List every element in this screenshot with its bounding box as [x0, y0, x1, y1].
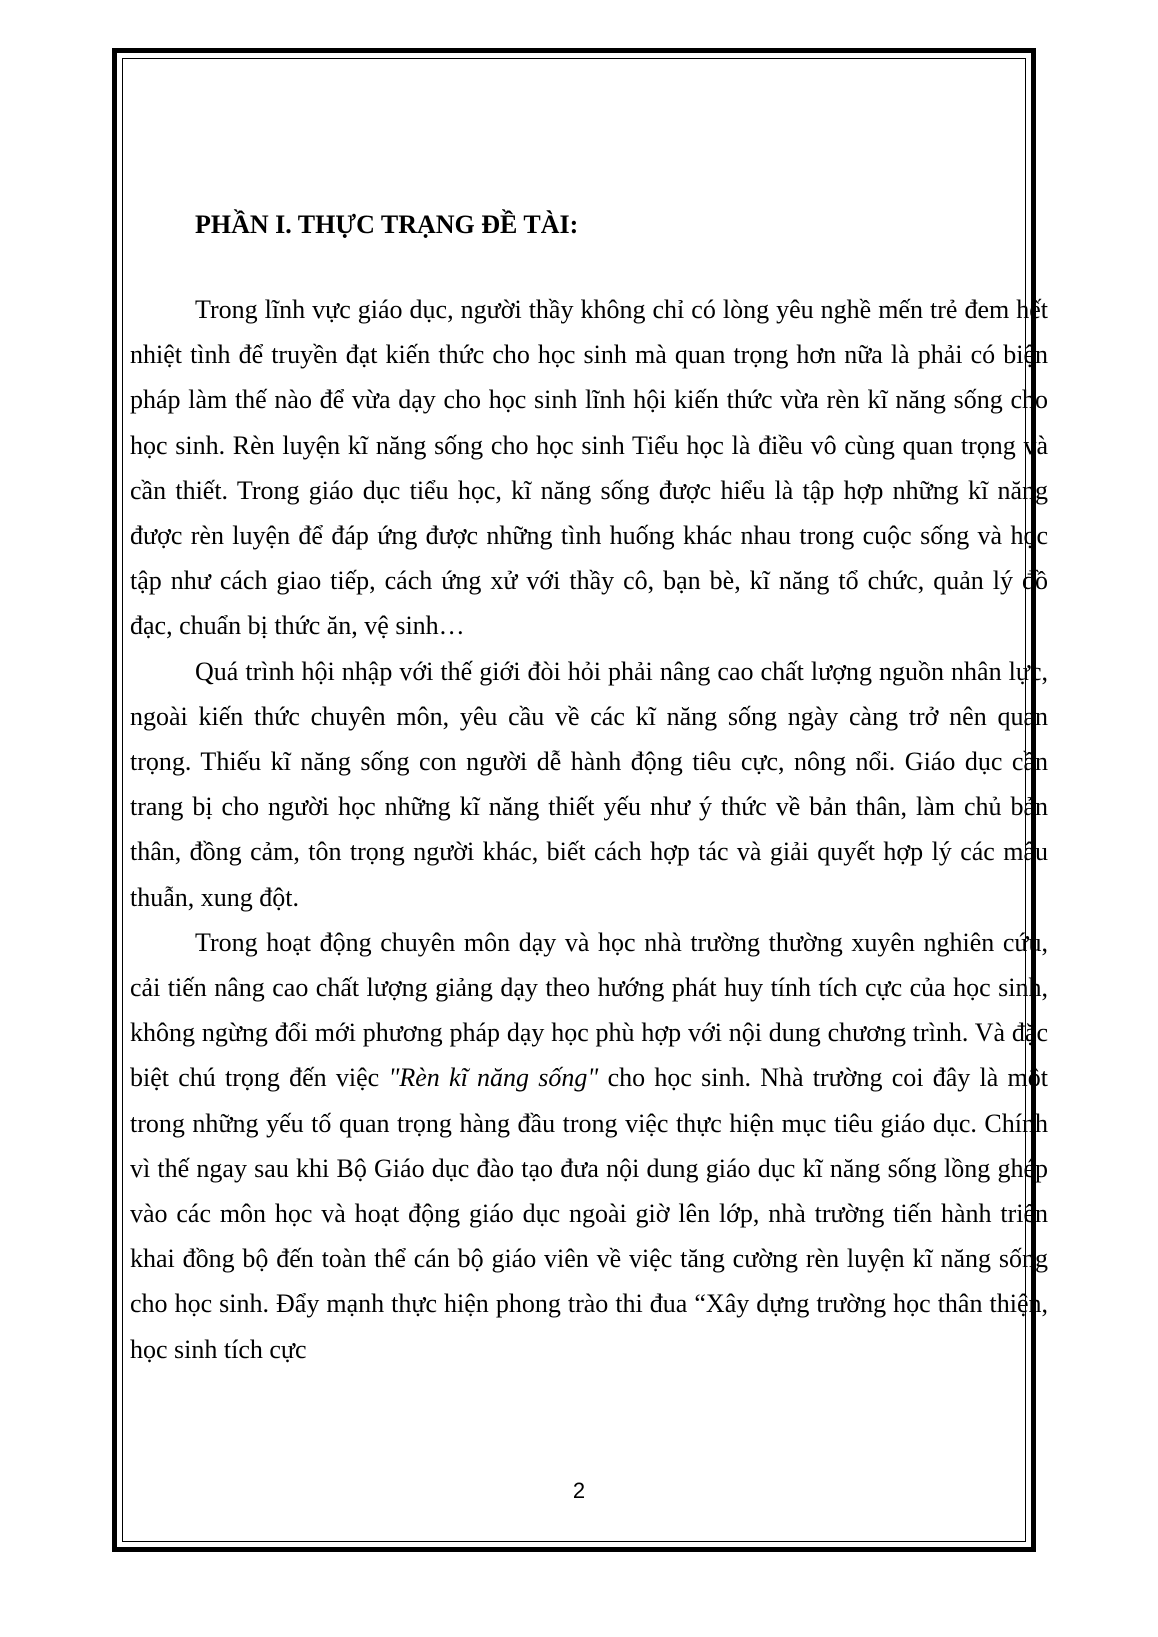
document-body: [130, 205, 1048, 1372]
paragraph-3-text-end: cho học sinh. Nhà trường coi đây là một trong những yếu tố quan trọng hàng đầu trong việc thực hiện mục tiêu giáo dục. Chính vì thế ngay sau khi Bộ Giáo dục đào tạo đưa nội dung giáo dục kĩ năng sống lồng ghép vào các môn học và hoạt động giáo dục ngoài giờ lên lớp, nhà trường tiến hành triển khai đồng bộ đến toàn thể cán bộ giáo viên về việc tăng cường rèn luyện kĩ năng sống cho học sinh. Đẩy mạnh thực hiện phong trào thi đua “Xây dựng trường học thân thiện, học sinh tích cực: [130, 1063, 1048, 1364]
paragraph-2: Quá trình hội nhập với thế giới đòi hỏi phải nâng cao chất lượng nguồn nhân lực, ngoài kiến thức chuyên môn, yêu cầu về các kĩ năng sống ngày càng trở nên quan trọng. Thiếu kĩ năng sống con người dễ hành động tiêu cực, nông nổi. Giáo dục cần trang bị cho người học những kĩ năng thiết yếu như ý thức về bản thân, làm chủ bản thân, đồng cảm, tôn trọng người khác, biết cách hợp tác và giải quyết hợp lý các mâu thuẫn, xung đột.: [130, 656, 1048, 912]
paragraph-3-text-start: Trong hoạt động chuyên môn dạy và học nhà trường thường xuyên nghiên cứu, cải tiến nâng cao chất lượng giảng dạy theo hướng phát huy tính tích cực của học sinh, không ngừng đổi mới phương pháp dạy học phù hợp với nội dung chương trình. Và đặc biệt chú trọng đến việc: [130, 927, 1048, 1093]
section-heading: PHẦN I. THỰC TRẠNG ĐỀ TÀI:: [195, 210, 579, 239]
page-number: 2: [572, 1478, 586, 1503]
paragraph-3-emphasis: "Rèn kĩ năng sống": [388, 1063, 599, 1093]
paragraph-1: Trong lĩnh vực giáo dục, người thầy không chỉ có lòng yêu nghề mến trẻ đem hết nhiệt tình để truyền đạt kiến thức cho học sinh mà quan trọng hơn nữa là phải có biện pháp làm thế nào để vừa dạy cho học sinh lĩnh hội kiến thức vừa rèn kĩ năng sống cho học sinh. Rèn luyện kĩ năng sống cho học sinh Tiểu học là điều vô cùng quan trọng và cần thiết. Trong giáo dục tiểu học, kĩ năng sống được hiểu là tập hợp những kĩ năng được rèn luyện để đáp ứng được những tình huống khác nhau trong cuộc sống và học tập như cách giao tiếp, cách ứng xử với thầy cô, bạn bè, kĩ năng tổ chức, quản lý đồ đạc, chuẩn bị thức ăn, vệ sinh…: [130, 295, 1048, 641]
paragraph-3: [130, 920, 1048, 1372]
